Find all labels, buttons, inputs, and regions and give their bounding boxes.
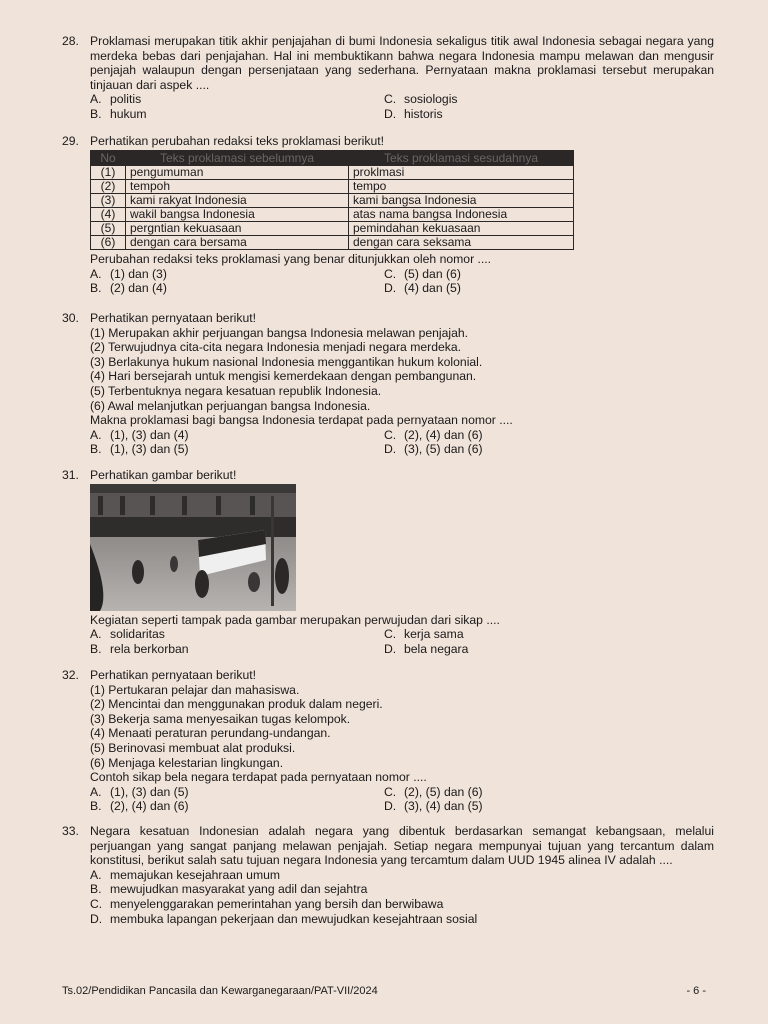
question-30 [62, 311, 714, 457]
list-item: (4) Hari bersejarah untuk mengisi kemerdekaan dengan pembangunan. [90, 369, 477, 384]
table-row: (6) dengan cara bersama dengan cara seksama [91, 236, 574, 250]
question-prompt: Perubahan redaksi teks proklamasi yang benar ditunjukkan oleh nomor .... [90, 252, 492, 267]
question-number: 32. [62, 668, 79, 682]
option-d[interactable]: D. membuka lapangan pekerjaan dan mewujudkan kesejahtraan sosial [90, 911, 478, 926]
option-d[interactable]: D. bela negara [384, 641, 469, 656]
option-b[interactable]: B. mewujudkan masyarakat yang adil dan sejahtra [90, 882, 368, 897]
option-a[interactable]: A. (1) dan (3) [90, 266, 167, 281]
option-b[interactable]: B. (2), (4) dan (6) [90, 799, 189, 814]
table-header-row [91, 150, 574, 166]
options-grid [90, 92, 714, 121]
question-stem: Perhatikan perubahan redaksi teks proklamasi berikut! [90, 134, 385, 148]
question-stem: Proklamasi merupakan titik akhir penjajahan di bumi Indonesia sekaligus titik awal Indonesia sebagai negara yang merdeka bebas dari penjajahan. Hal ini membuktikann bahwa negara Indonesia mampu melawan dan mengusir penjajah walaupun dengan persenjataan yang sederhana. Pernyataan makna proklamasi tersebut merupakan tinjauan dari aspek .... [90, 34, 714, 92]
option-c[interactable]: C. menyelenggarakan pemerintahan yang bersih dan berwibawa [90, 896, 444, 911]
option-a[interactable]: A. (1), (3) dan (4) [90, 427, 189, 442]
options-grid [90, 785, 714, 814]
list-item: (5) Berinovasi membuat alat produksi. [90, 740, 296, 755]
options-grid [90, 428, 714, 457]
options-list [90, 868, 714, 926]
question-stem: Perhatikan pernyataan berikut! [90, 668, 256, 682]
statement-list [90, 683, 714, 771]
question-number: 28. [62, 34, 79, 48]
list-item: (1) Pertukaran pelajar dan mahasiswa. [90, 682, 300, 697]
flag-ceremony-photo [90, 484, 296, 611]
column-header: No [91, 150, 126, 166]
question-prompt: Contoh sikap bela negara terdapat pada pernyataan nomor .... [90, 770, 427, 785]
option-b[interactable]: B. (1), (3) dan (5) [90, 442, 189, 457]
list-item: (3) Bekerja sama menyesaikan tugas kelompok. [90, 711, 351, 726]
question-33 [62, 824, 714, 926]
list-item: (4) Menaati peraturan perundang-undangan. [90, 726, 331, 741]
option-b[interactable]: B. hukum [90, 106, 147, 121]
table-row: (2) tempoh tempo [91, 180, 574, 194]
table-row: (4) wakil bangsa Indonesia atas nama bangsa Indonesia [91, 208, 574, 222]
option-c[interactable]: C. (2), (4) dan (6) [384, 427, 483, 442]
option-a[interactable]: A. solidaritas [90, 627, 165, 642]
footer-document-code: Ts.02/Pendidikan Pancasila dan Kewarganegaraan/PAT-VII/2024 [62, 985, 378, 997]
statement-list [90, 326, 714, 414]
option-c[interactable]: C. kerja sama [384, 627, 464, 642]
option-a[interactable]: A. (1), (3) dan (5) [90, 784, 189, 799]
option-a[interactable]: A. politis [90, 92, 142, 107]
option-c[interactable]: C. (5) dan (6) [384, 266, 461, 281]
table-row: (3) kami rakyat Indonesia kami bangsa Indonesia [91, 194, 574, 208]
option-c[interactable]: C. (2), (5) dan (6) [384, 784, 483, 799]
column-header: Teks proklamasi sebelumnya [126, 150, 349, 166]
list-item: (2) Terwujudnya cita-cita negara Indonesia menjadi negara merdeka. [90, 340, 462, 355]
option-a[interactable]: A. memajukan kesejahraan umum [90, 867, 281, 882]
option-b[interactable]: B. rela berkorban [90, 641, 189, 656]
question-29 [62, 134, 714, 296]
question-32 [62, 668, 714, 814]
option-d[interactable]: D. (3), (4) dan (5) [384, 799, 483, 814]
option-d[interactable]: D. historis [384, 106, 443, 121]
list-item: (2) Mencintai dan menggunakan produk dalam negeri. [90, 697, 383, 712]
list-item: (6) Menjaga kelestarian lingkungan. [90, 755, 284, 770]
options-grid [90, 627, 714, 656]
question-stem: Perhatikan gambar berikut! [90, 468, 237, 482]
table-row: (5) pergntian kekuasaan pemindahan kekuasaan [91, 222, 574, 236]
list-item: (3) Berlakunya hukum nasional Indonesia menggantikan hukum kolonial. [90, 354, 483, 369]
question-31 [62, 468, 714, 656]
option-c[interactable]: C. sosiologis [384, 92, 458, 107]
question-28 [62, 34, 714, 122]
list-item: (1) Merupakan akhir perjuangan bangsa Indonesia melawan penjajah. [90, 325, 469, 340]
question-prompt: Makna proklamasi bagi bangsa Indonesia terdapat pada pernyataan nomor .... [90, 413, 513, 428]
option-b[interactable]: B. (2) dan (4) [90, 281, 167, 296]
question-number: 29. [62, 134, 79, 148]
question-number: 33. [62, 824, 79, 838]
question-number: 31. [62, 468, 79, 482]
footer-page-number: - 6 - [686, 985, 706, 997]
list-item: (5) Terbentuknya negara kesatuan republik Indonesia. [90, 383, 382, 398]
question-prompt: Kegiatan seperti tampak pada gambar merupakan perwujudan dari sikap .... [90, 612, 500, 627]
option-d[interactable]: D. (4) dan (5) [384, 281, 461, 296]
options-grid [90, 267, 714, 296]
column-header: Teks proklamasi sesudahnya [349, 150, 574, 166]
table-row: (1) pengumuman proklmasi [91, 166, 574, 180]
list-item: (6) Awal melanjutkan perjuangan bangsa Indonesia. [90, 398, 371, 413]
question-stem: Perhatikan pernyataan berikut! [90, 311, 256, 325]
question-number: 30. [62, 311, 79, 325]
proclamation-text-table [90, 150, 574, 251]
option-d[interactable]: D. (3), (5) dan (6) [384, 442, 483, 457]
question-stem: Negara kesatuan Indonesian adalah negara yang dibentuk berdasarkan semangat kebangsaan, melalui perjuangan yang sangat panjang melawan penjajah. Setiap negara mempunyai tujuan yang tercantum dalam konstitusi, berikut salah satu tujuan negara Indonesia yang tercamtum dalam UUD 1945 alinea IV adalah .... [90, 824, 714, 868]
